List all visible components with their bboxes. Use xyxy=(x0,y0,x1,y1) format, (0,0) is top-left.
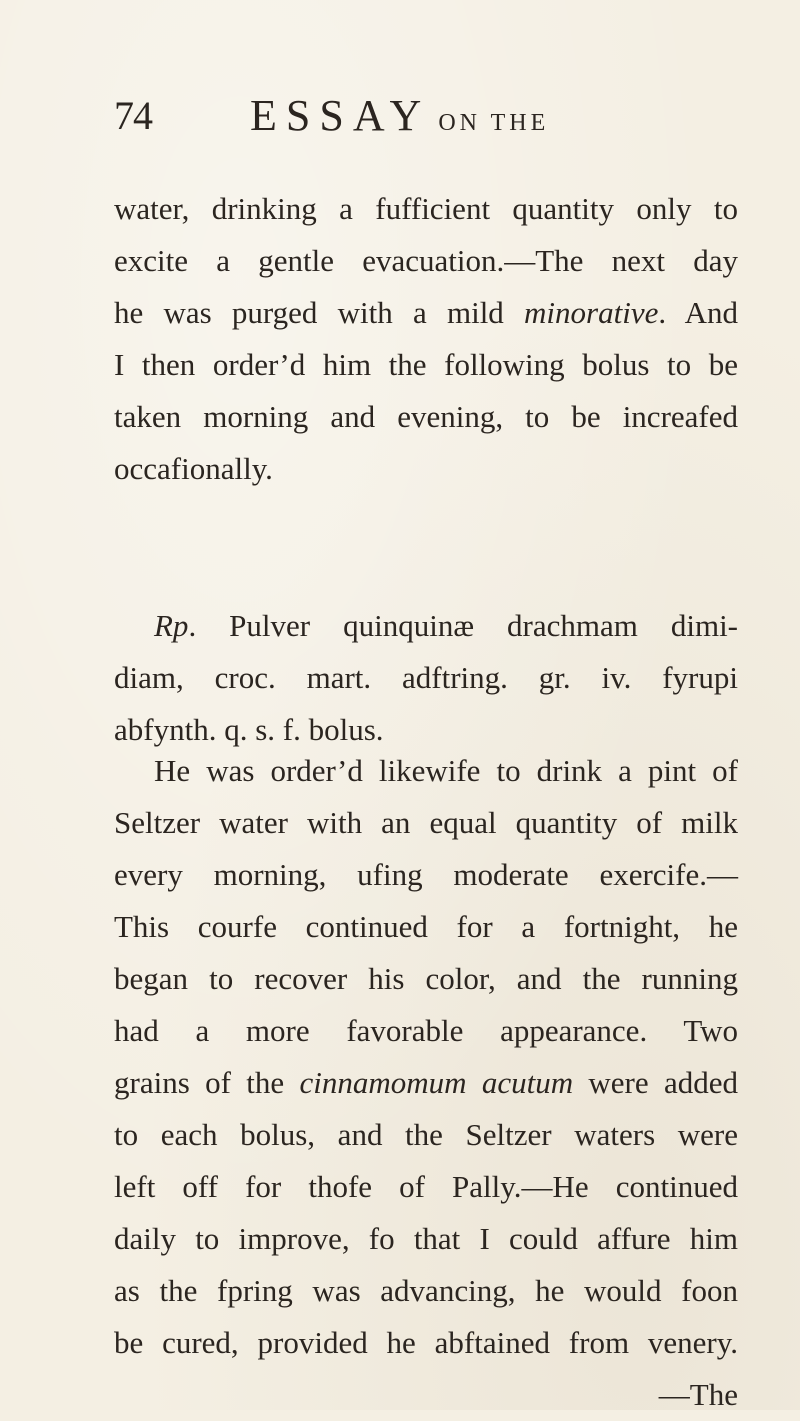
text-line: Seltzer water with an equal quantity of milk xyxy=(114,805,738,840)
text-line: as the fpring was advancing, he would foon xyxy=(114,1273,738,1308)
running-head-title: ESSAY xyxy=(250,91,431,140)
text-line: This courfe continued for a fortnight, he xyxy=(114,909,738,944)
italic-term: minorative xyxy=(524,295,659,330)
text-line: every morning, ufing moderate exercife.— xyxy=(114,857,738,892)
prescription-line: Rp. Pulver quinquinæ drachmam dimi- xyxy=(154,608,738,643)
running-head xyxy=(250,86,549,156)
text-line: excite a gentle evacuation.—The next day xyxy=(114,243,738,278)
text-line: grains of the cinnamomum acutum were added xyxy=(114,1065,738,1100)
page-header xyxy=(0,86,800,146)
prescription-block xyxy=(114,600,738,756)
catchword: —The xyxy=(658,1377,738,1412)
text-line: daily to improve, fo that I could affure him xyxy=(114,1221,738,1256)
text-line: to each bolus, and the Seltzer waters were xyxy=(114,1117,738,1152)
text-line: occafionally. xyxy=(114,451,273,486)
recipe-abbreviation: Rp xyxy=(154,608,189,643)
running-head-subtitle: ON THE xyxy=(438,110,550,136)
page-number: 74 xyxy=(114,93,152,138)
text-line: had a more favorable appearance. Two xyxy=(114,1013,738,1048)
text-line: taken morning and evening, to be increafed xyxy=(114,399,738,434)
text-line: he was purged with a mild minorative. And xyxy=(114,295,738,330)
italic-term: cinnamomum acutum xyxy=(299,1065,574,1100)
text-line: He was order’d likewife to drink a pint of xyxy=(154,753,738,788)
text-line: be cured, provided he abftained from venery. xyxy=(114,1325,738,1360)
paragraph-treatment xyxy=(114,745,738,1421)
prescription-line: abfynth. q. s. f. bolus. xyxy=(114,712,384,747)
text-line: water, drinking a fufficient quantity only to xyxy=(114,191,738,226)
text-line: began to recover his color, and the running xyxy=(114,961,738,996)
paragraph-case-description xyxy=(114,183,738,495)
prescription-line: diam, croc. mart. adftring. gr. iv. fyrupi xyxy=(114,660,738,695)
text-line: left off for thofe of Pally.—He continued xyxy=(114,1169,738,1204)
text-line: I then order’d him the following bolus to be xyxy=(114,347,738,382)
